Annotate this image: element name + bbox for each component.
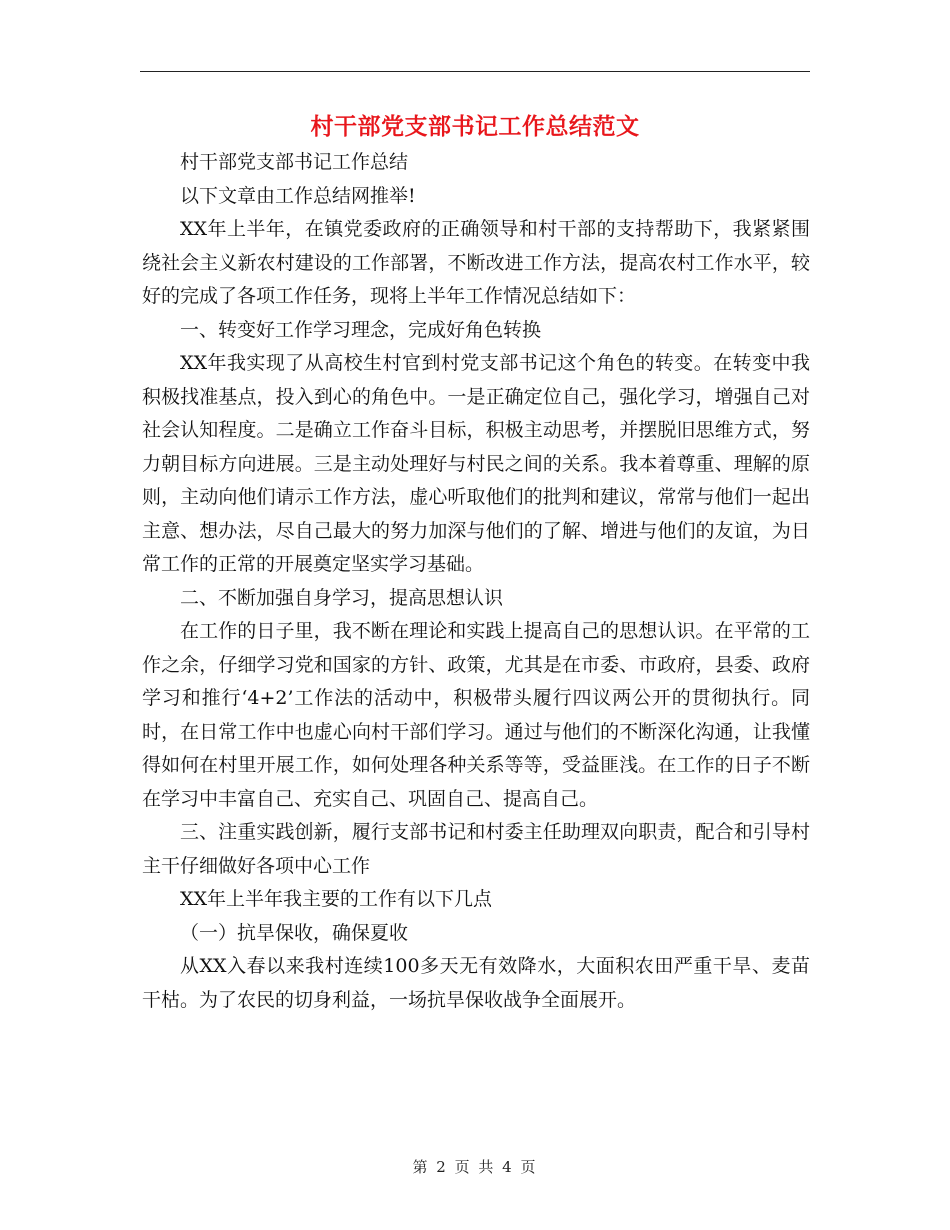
paragraph-section-1: XX年我实现了从高校生村官到村党支部书记这个角色的转变。在转变中我积极找准基点，投入到心的角色中。一是正确定位自己，强化学习，增强自己对社会认知程度。二是确立工作奋斗目标，积极主动思考，并摆脱旧思维方式，努力朝目标方向进展。三是主动处理好与村民之间的关系。我本着尊重、理解的原则，主动向他们请示工作方法，虚心听取他们的批判和建议，常常与他们一起出主意、想办法，尽自己最大的努力加深与他们的了解、增进与他们的友谊，为日常工作的正常的开展奠定坚实学习基础。 bbox=[142, 352, 810, 575]
section-heading-1: 一、转变好工作学习理念，完成好角色转换 bbox=[180, 318, 542, 341]
paragraph-section-2: 在工作的日子里，我不断在理论和实践上提高自己的思想认识。在平常的工作之余，仔细学习党和国家的方针、政策，尤其是在市委、市政府，县委、政府学习和推行‘4+2’工作法的活动中，积极带头履行四议两公开的贯彻执行。同时，在日常工作中也虚心向村干部们学习。通过与他们的不断深化沟通，让我懂得如何在村里开展工作，如何处理各种关系等等，受益匪浅。在工作的日子不断在学习中丰富自己、充实自己、巩固自己、提高自己。 bbox=[142, 620, 810, 810]
header-rule bbox=[140, 71, 810, 72]
page-number: 第 2 页 共 4 页 bbox=[412, 1158, 538, 1176]
paragraph-drought: 从XX入春以来我村连续100多天无有效降水，大面积农田严重干旱、麦苗干枯。为了农民的切身利益，一场抗旱保收战争全面展开。 bbox=[142, 955, 810, 1011]
paragraph-source-note: 以下文章由工作总结网推举! bbox=[180, 184, 416, 207]
paragraph-subtitle: 村干部党支部书记工作总结 bbox=[180, 151, 409, 173]
document-body bbox=[142, 146, 810, 1017]
section-heading-2: 二、不断加强自身学习，提高思想认识 bbox=[180, 586, 504, 609]
paragraph-work-points: XX年上半年我主要的工作有以下几点 bbox=[180, 888, 493, 910]
subsection-heading-1: （一）抗旱保收，确保夏收 bbox=[180, 921, 409, 944]
document-title: 村干部党支部书记工作总结范文 bbox=[310, 113, 640, 140]
section-heading-3: 三、注重实践创新，履行支部书记和村委主任助理双向职责，配合和引导村主干仔细做好各项中心工作 bbox=[142, 821, 810, 877]
paragraph-intro: XX年上半年，在镇党委政府的正确领导和村干部的支持帮助下，我紧紧围绕社会主义新农村建设的工作部署，不断改进工作方法，提高农村工作水平，较好的完成了各项工作任务，现将上半年工作情况总结如下： bbox=[142, 218, 810, 307]
